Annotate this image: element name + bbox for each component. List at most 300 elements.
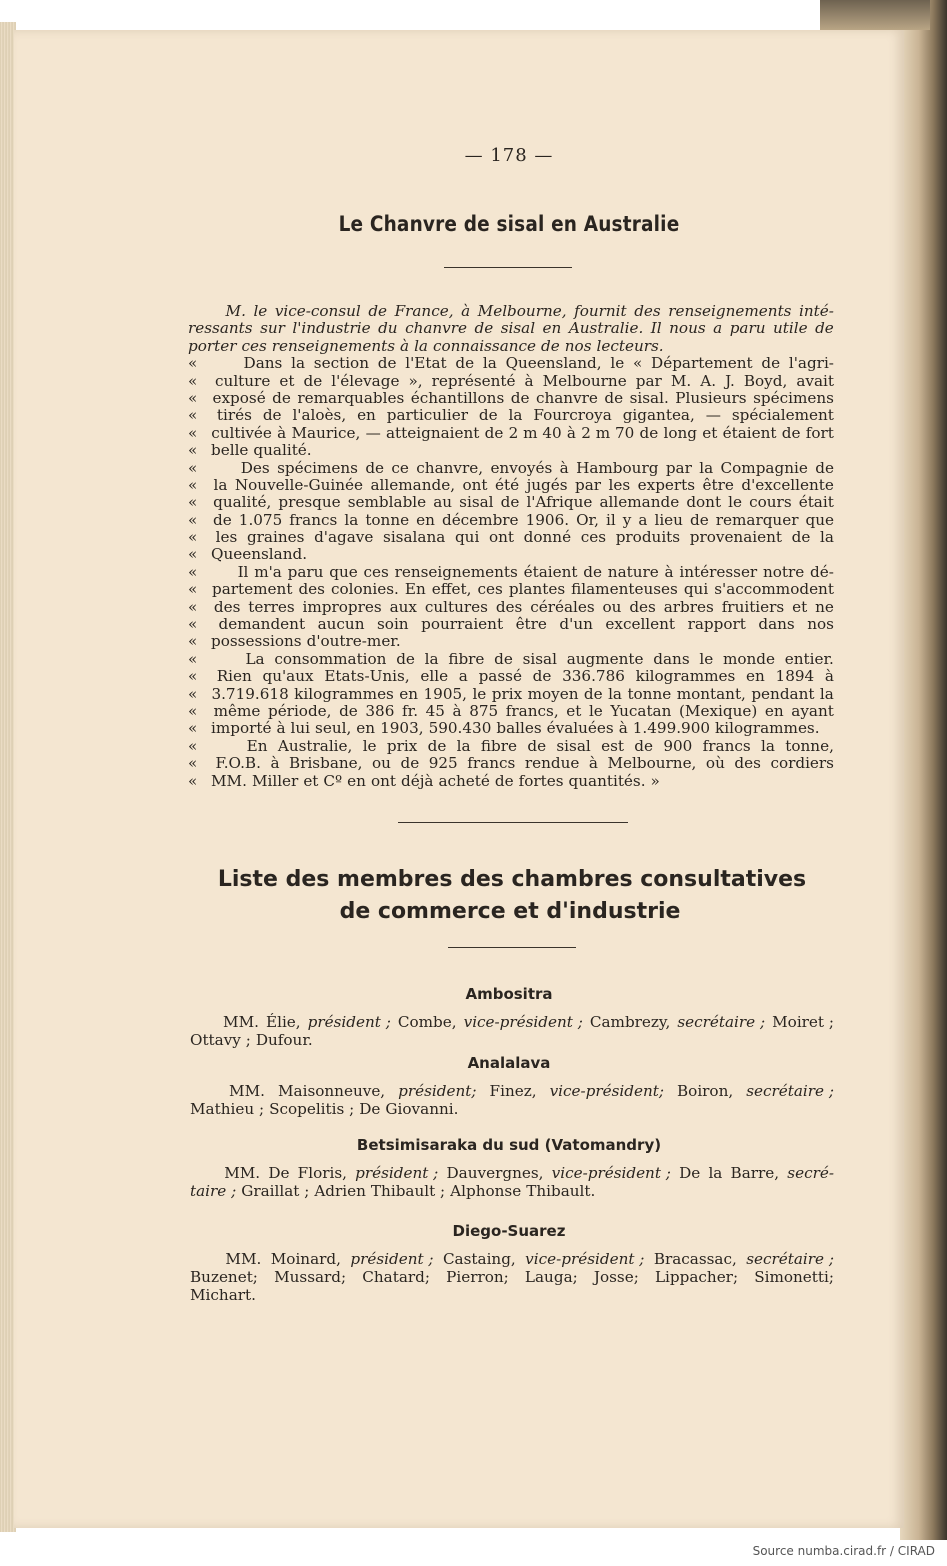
word: de	[761, 354, 781, 373]
word: à	[276, 719, 286, 738]
word: Melbourne,	[477, 302, 567, 320]
text-line	[188, 738, 834, 755]
quote-mark: «	[188, 406, 198, 425]
word: par	[635, 371, 662, 390]
word: aucun	[317, 615, 365, 634]
word: la	[819, 684, 834, 703]
word: excellent	[605, 615, 676, 634]
word: intéresser	[679, 562, 758, 581]
word: par	[575, 475, 602, 494]
word: la	[508, 406, 523, 425]
word: de	[368, 302, 388, 320]
word: renseignements	[271, 336, 396, 355]
word: à	[824, 667, 834, 686]
word: Alphonse	[450, 1182, 522, 1200]
word: et	[792, 597, 808, 616]
word: la	[344, 510, 359, 529]
word: céréales	[530, 597, 595, 616]
word: acheté	[438, 771, 490, 790]
word: la	[482, 354, 497, 373]
word: le	[253, 302, 268, 320]
word: et	[303, 771, 319, 790]
word: ce	[391, 458, 409, 477]
word: Floris,	[297, 1164, 347, 1182]
word: à	[664, 562, 674, 581]
quote-mark: «	[188, 597, 198, 616]
word: aux	[389, 597, 417, 616]
word: le	[728, 493, 743, 512]
word: étaient	[722, 423, 777, 442]
word: Buzenet;	[190, 1268, 258, 1286]
word: connaissance	[433, 336, 537, 355]
word: Dauvergnes,	[446, 1164, 544, 1182]
word: ces	[580, 528, 607, 547]
word: au	[433, 493, 453, 512]
word: 45	[425, 701, 445, 720]
text-line	[190, 1286, 834, 1304]
word: atteignaient	[386, 423, 480, 442]
word: tonne	[365, 510, 410, 529]
word: spécimens	[277, 458, 358, 477]
word: de	[634, 736, 654, 755]
word: demandent	[218, 615, 306, 634]
word: à	[270, 754, 280, 773]
word: 590.430	[428, 719, 492, 738]
word: 336.786	[562, 667, 625, 686]
indent	[190, 1164, 216, 1182]
quote-mark: «	[188, 771, 198, 790]
word: de	[494, 771, 514, 790]
word: Rien	[216, 667, 252, 686]
word: Melbourne	[542, 371, 627, 390]
word: donné	[523, 528, 572, 547]
text-line	[190, 1082, 834, 1100]
text-line	[190, 1268, 834, 1286]
word: de	[639, 423, 659, 442]
list-title-rule	[448, 947, 576, 948]
word: Hambourg	[576, 458, 659, 477]
text-line	[188, 373, 834, 390]
word: particulier	[386, 406, 468, 425]
text-line	[188, 320, 834, 337]
word: de	[303, 371, 323, 390]
word: (Mexique)	[678, 701, 758, 720]
word: de	[262, 406, 282, 425]
word: que	[329, 562, 358, 581]
word: en	[542, 319, 562, 338]
word: kilogrammes	[635, 667, 736, 686]
word: de	[494, 649, 513, 668]
word: augmente	[566, 649, 644, 668]
word: chanvre,	[416, 458, 484, 477]
word: De	[679, 1164, 701, 1182]
word: montant,	[676, 684, 746, 703]
word: Josse;	[593, 1268, 639, 1286]
word: d'outre-mer.	[306, 632, 401, 651]
text-line	[188, 651, 834, 668]
word: du	[378, 319, 398, 338]
word: le	[699, 649, 714, 668]
article-title: Le Chanvre de sisal en Australie	[338, 212, 680, 236]
word: président ;	[350, 1250, 434, 1268]
quote-mark: «	[188, 701, 198, 720]
word: vice-consul	[274, 302, 361, 320]
word: en	[764, 701, 784, 720]
quote-mark: «	[188, 441, 198, 460]
word: étaient	[523, 562, 578, 581]
word: experts	[637, 475, 696, 494]
word: s'accommodent	[714, 580, 834, 599]
word: de	[583, 562, 602, 581]
word: en	[347, 771, 366, 790]
word: Chatard;	[362, 1268, 430, 1286]
word: la	[456, 736, 471, 755]
word: pendant	[751, 684, 815, 703]
word: président ;	[355, 1164, 439, 1182]
article-title-wrap	[0, 212, 947, 236]
word: d'excellente	[741, 475, 834, 494]
word: belle	[211, 441, 249, 460]
word: de	[400, 754, 420, 773]
word: Boyd,	[743, 371, 788, 390]
word: francs	[702, 736, 751, 755]
indent	[215, 355, 235, 372]
word: le	[588, 701, 603, 720]
word: la	[213, 475, 228, 494]
word: Queensland,	[505, 354, 602, 373]
word: de	[377, 354, 397, 373]
word: et	[279, 371, 295, 390]
word: sisal	[556, 736, 591, 755]
word: d'un	[559, 615, 593, 634]
word: chanvre	[405, 319, 468, 338]
word: long	[663, 423, 698, 442]
word: et	[566, 701, 582, 720]
text-line	[190, 1182, 834, 1200]
quote-mark: «	[188, 754, 198, 773]
word: de	[689, 510, 709, 529]
word: monde	[722, 649, 775, 668]
word: en	[356, 719, 376, 738]
word: De	[359, 1100, 381, 1118]
word: Graillat ;	[241, 1182, 310, 1200]
word: passé	[478, 667, 522, 686]
word: vice-président ;	[525, 1250, 645, 1268]
word: été	[495, 475, 520, 494]
word: sisalana	[383, 528, 446, 547]
text-line	[188, 668, 834, 685]
word: de	[455, 354, 475, 373]
quote-mark: «	[188, 545, 198, 564]
word: 925	[428, 754, 458, 773]
word: remarquer	[715, 510, 799, 529]
word: Élie,	[266, 1013, 301, 1031]
word: de	[474, 319, 494, 338]
word: la	[699, 458, 714, 477]
word: vice-président;	[549, 1082, 664, 1100]
word: taire ;	[190, 1182, 237, 1200]
section-members	[190, 1250, 834, 1304]
text-line	[188, 616, 834, 633]
word: notre	[762, 562, 805, 581]
word: par	[665, 458, 692, 477]
word: Queensland.	[211, 545, 308, 564]
text-line	[188, 338, 834, 355]
word: dans	[653, 649, 690, 668]
word: ne	[815, 597, 834, 616]
word: seul,	[315, 719, 352, 738]
section-heading: Ambositra	[465, 985, 553, 1003]
word: être	[702, 475, 734, 494]
word: ou	[602, 597, 622, 616]
word: secré-	[787, 1164, 834, 1182]
word: francs,	[505, 701, 559, 720]
word: les	[215, 528, 238, 547]
word: presque	[278, 493, 341, 512]
source-credit: Source numba.cirad.fr / CIRAD	[752, 1544, 935, 1558]
word: partement	[212, 580, 293, 599]
word: m'a	[254, 562, 282, 581]
word: spécialement	[731, 406, 834, 425]
word: ont	[370, 771, 396, 790]
word: filamenteuses	[571, 580, 678, 599]
word: Il	[237, 562, 249, 581]
text-line	[188, 564, 834, 581]
text-line	[188, 512, 834, 529]
word: le	[362, 736, 377, 755]
word: l'élevage	[331, 371, 400, 390]
word: ces	[363, 562, 389, 581]
word: qualité,	[213, 493, 272, 512]
word: gigantea,	[622, 406, 695, 425]
word: en	[399, 684, 419, 703]
word: Lippacher;	[654, 1268, 739, 1286]
section-members	[190, 1013, 834, 1049]
quote-mark: «	[188, 528, 198, 547]
word: balles	[496, 719, 542, 738]
word: quantités.	[568, 771, 646, 790]
quote-mark: «	[188, 493, 198, 512]
word: Miller	[251, 771, 299, 790]
word: l'agri-	[788, 354, 834, 373]
word: les	[608, 475, 631, 494]
word: de	[272, 388, 291, 407]
word: plantes	[508, 580, 566, 599]
word: fr.	[401, 701, 419, 720]
section-heading: Diego-Suarez	[452, 1222, 566, 1240]
word: de	[500, 493, 520, 512]
quote-mark: «	[188, 475, 198, 494]
word: paru	[729, 319, 766, 338]
word: Compagnie	[720, 458, 808, 477]
word: M.	[225, 302, 246, 320]
word: utile	[773, 319, 808, 338]
word: ayant	[791, 701, 834, 720]
word: Département	[651, 354, 753, 373]
word: Castaing,	[442, 1250, 516, 1268]
word: à	[277, 423, 287, 442]
section-members	[190, 1164, 834, 1200]
word: Simonetti;	[754, 1268, 834, 1286]
word: des	[495, 597, 523, 616]
word: sur	[260, 319, 285, 338]
word: 900	[663, 736, 693, 755]
word: à	[618, 719, 628, 738]
word: en	[746, 667, 765, 686]
word: sisal	[522, 649, 557, 668]
word: MM.	[224, 1164, 261, 1182]
section-members	[190, 1082, 834, 1118]
text-line	[188, 581, 834, 598]
word: cultures	[424, 597, 488, 616]
word: fruitiers	[721, 597, 785, 616]
word: Mathieu ;	[190, 1100, 265, 1118]
word: secrétaire ;	[746, 1250, 834, 1268]
text-line	[188, 477, 834, 494]
word: président;	[398, 1082, 477, 1100]
word: où	[705, 754, 725, 773]
word: Moinard,	[270, 1250, 341, 1268]
text-line	[188, 755, 834, 772]
indent	[190, 1250, 216, 1268]
word: Etats-Unis,	[324, 667, 410, 686]
word: fournit	[574, 302, 627, 320]
word: —	[365, 423, 381, 442]
word: que	[805, 510, 834, 529]
word: période,	[267, 701, 332, 720]
quote-mark: «	[188, 580, 198, 599]
word: La	[245, 649, 265, 668]
word: En	[246, 736, 268, 755]
word: 1903,	[380, 719, 424, 738]
word: dont	[686, 493, 722, 512]
text-line	[188, 407, 834, 424]
word: des	[298, 580, 325, 599]
word: Ottavy ;	[190, 1031, 251, 1049]
word: avait	[796, 371, 834, 390]
word: est	[601, 736, 624, 755]
word: Cº	[323, 771, 343, 790]
word: Michart.	[190, 1286, 256, 1304]
word: spécimens	[753, 388, 834, 407]
indent	[188, 303, 218, 320]
word: ces	[477, 580, 503, 599]
word: importé	[211, 719, 272, 738]
word: terres	[248, 597, 295, 616]
text-line	[188, 390, 834, 407]
word: sisal	[500, 319, 536, 338]
word: décembre	[441, 510, 519, 529]
text-line	[190, 1250, 834, 1268]
word: des	[629, 597, 656, 616]
word: a	[713, 319, 723, 338]
word: 2 m 40	[508, 423, 562, 442]
text-line	[188, 773, 834, 790]
text-line	[188, 720, 834, 737]
word: de	[213, 510, 232, 529]
word: 2 m 70	[581, 423, 635, 442]
word: en	[357, 406, 376, 425]
article-body	[188, 303, 834, 790]
quote-mark: «	[188, 388, 198, 407]
word: Giovanni.	[385, 1100, 459, 1118]
word: des	[634, 302, 661, 320]
indent	[190, 1013, 216, 1031]
word: ces	[241, 336, 267, 355]
quote-mark: «	[188, 649, 198, 668]
word: 1.499.900	[632, 719, 711, 738]
word: de	[541, 336, 560, 355]
text-line	[188, 303, 834, 320]
word: Fourcroya	[533, 406, 612, 425]
word: De	[268, 1164, 290, 1182]
word: lui	[290, 719, 311, 738]
word: exposé	[212, 388, 266, 407]
word: lecteurs.	[596, 336, 664, 355]
word: à	[461, 302, 471, 320]
indent	[213, 460, 233, 477]
word: 3.719.618	[211, 684, 289, 703]
quote-mark: «	[188, 423, 198, 442]
list-title-line1: Liste des membres des chambres consultatives	[217, 867, 807, 892]
word: produits	[615, 528, 681, 547]
word: possessions	[211, 632, 302, 651]
word: la	[291, 354, 306, 373]
word: être	[515, 615, 547, 634]
word: et	[702, 423, 718, 442]
word: MM.	[225, 1250, 262, 1268]
word: secrétaire ;	[677, 1013, 766, 1031]
word: Nouvelle-Guinée	[234, 475, 364, 494]
word: le	[610, 354, 625, 373]
word: de	[583, 684, 603, 703]
word: remarquables	[297, 388, 405, 407]
word: A.	[700, 371, 717, 390]
word: président ;	[307, 1013, 391, 1031]
word: Bracassac,	[653, 1250, 737, 1268]
word: envoyés	[490, 458, 553, 477]
list-title-line2: de commerce et d'industrie	[339, 899, 681, 924]
text-line	[188, 546, 834, 563]
word: pourraient	[421, 615, 504, 634]
word: renseignements	[668, 302, 792, 320]
word: de	[396, 649, 415, 668]
word: Maurice,	[291, 423, 361, 442]
word: ressants	[188, 319, 253, 338]
word: de	[781, 423, 801, 442]
word: à	[400, 336, 410, 355]
book-cover-corner	[820, 0, 930, 30]
word: porter	[188, 336, 237, 355]
word: chanvre	[535, 388, 598, 407]
word: de	[532, 667, 552, 686]
word: dé-	[810, 562, 834, 581]
indent	[190, 1082, 216, 1100]
quote-mark: «	[188, 458, 198, 477]
word: »,	[408, 371, 423, 390]
word: Cambrezy,	[589, 1013, 671, 1031]
word: de	[478, 406, 498, 425]
indent	[216, 651, 236, 668]
word: qui	[683, 580, 709, 599]
word: des	[213, 597, 241, 616]
word: de	[484, 423, 504, 442]
word: colonies.	[330, 580, 399, 599]
text-line	[188, 633, 834, 650]
word: à	[566, 423, 576, 442]
word: MM.	[211, 771, 247, 790]
word: semblable	[347, 493, 427, 512]
